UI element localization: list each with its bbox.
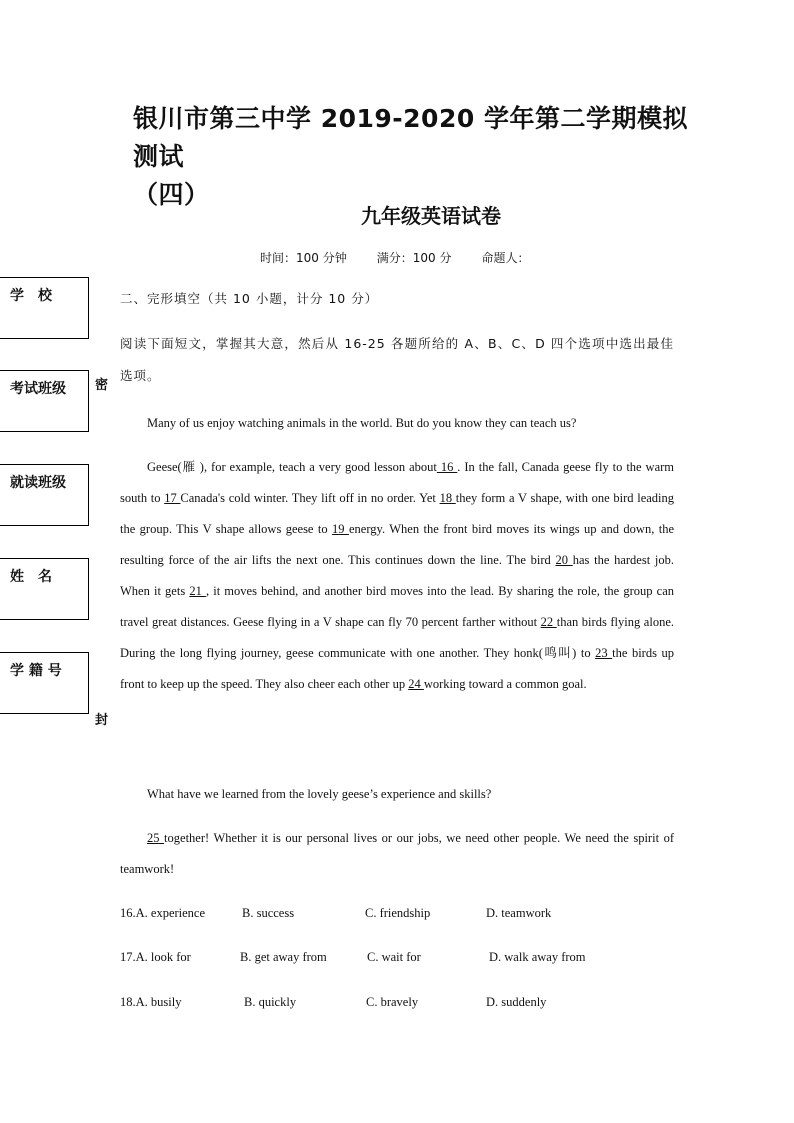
passage-text: they form a V shape, with one bird leading the group. This V shape allows geese to [120,491,675,536]
exam-title-line1: 银川市第三中学 2019-2020 学年第二学期模拟测试 [133,104,688,171]
passage-text: energy. When the front bird moves its wings up and down, the resulting force of the air lifts the next one. This continues down the line. The bird [120,522,675,567]
blank-23: 23 [595,646,613,660]
passage-paragraph-2 [120,452,674,700]
option-17-c[interactable]: C. wait for [367,950,421,964]
blank-19: 19 [332,522,349,536]
exam-title-line2: （四） [133,180,210,209]
name-box[interactable]: 姓 名 [0,558,89,620]
option-18-a[interactable]: 18.A. busily [120,995,182,1009]
exam-meta [260,249,559,266]
passage-paragraph-4 [120,823,674,885]
section-heading: 二、完形填空（共 10 小题，计分 10 分） [120,291,379,306]
seal-mark-feng: 封 [95,713,109,728]
blank-20: 20 [555,553,573,567]
study-class-box[interactable]: 就读班级 [0,464,89,526]
option-18-c[interactable]: C. bravely [366,995,419,1009]
option-16-b[interactable]: B. success [242,906,295,920]
blank-25: 25 [147,831,165,845]
exam-full-score: 满分：100 分 [376,251,452,265]
blank-17: 17 [164,491,181,505]
passage-text: . In the fall, Canada geese fly to the warm south to [120,460,674,505]
school-box[interactable]: 学 校 [0,277,89,339]
option-17-b[interactable]: B. get away from [240,950,327,964]
option-18-d[interactable]: D. suddenly [486,995,547,1009]
exam-class-box[interactable]: 考试班级 [0,370,89,432]
exam-author: 命题人： [481,251,530,265]
passage-text: , it moves behind, and another bird moves into the lead. By sharing the role, the group can travel great distances. Geese flying in a V shape can fly 70 percent farther without [120,584,675,629]
blank-24: 24 [408,677,424,691]
blank-16: 16 [436,460,458,474]
exam-time: 时间：100 分钟 [260,251,347,265]
blank-21: 21 [189,584,206,598]
passage-text: together! Whether it is our personal lives or our jobs, we need other people. We need the spirit of teamwork! [120,831,674,876]
passage-text: Geese(雁 ), for example, teach a very good lesson about [147,460,437,474]
option-16-c[interactable]: C. friendship [365,906,431,920]
section-instructions: 阅读下面短文，掌握其大意，然后从 16-25 各题所给的 A、B、C、D 四个选项中选出最佳选项。 [120,336,674,383]
exam-subtitle: 九年级英语试卷 [361,204,501,228]
blank-22: 22 [540,615,557,629]
seal-mark-mi: 密 [95,378,109,393]
option-17-d[interactable]: D. walk away from [489,950,586,964]
passage-text: the birds up front to keep up the speed. They also cheer each other up [120,646,674,691]
option-17-a[interactable]: 17.A. look for [120,950,191,964]
option-16-d[interactable]: D. teamwork [486,906,552,920]
passage-paragraph-1: Many of us enjoy watching animals in the world. But do you know they can teach us? [147,416,577,430]
passage-text: Canada's cold winter. They lift off in no order. Yet [180,491,440,505]
passage-text: has the hardest job. When it gets [120,553,675,598]
student-id-box[interactable]: 学 籍 号 [0,652,89,714]
option-16-a[interactable]: 16.A. experience [120,906,206,920]
blank-18: 18 [439,491,456,505]
passage-paragraph-3: What have we learned from the lovely geese’s experience and skills? [147,787,492,801]
option-18-b[interactable]: B. quickly [244,995,297,1009]
passage-text: working toward a common goal. [423,677,587,691]
passage-text: than birds flying alone. During the long flying journey, geese communicate with one another. They honk(鸣叫) to [120,615,674,660]
exam-title [133,100,693,214]
